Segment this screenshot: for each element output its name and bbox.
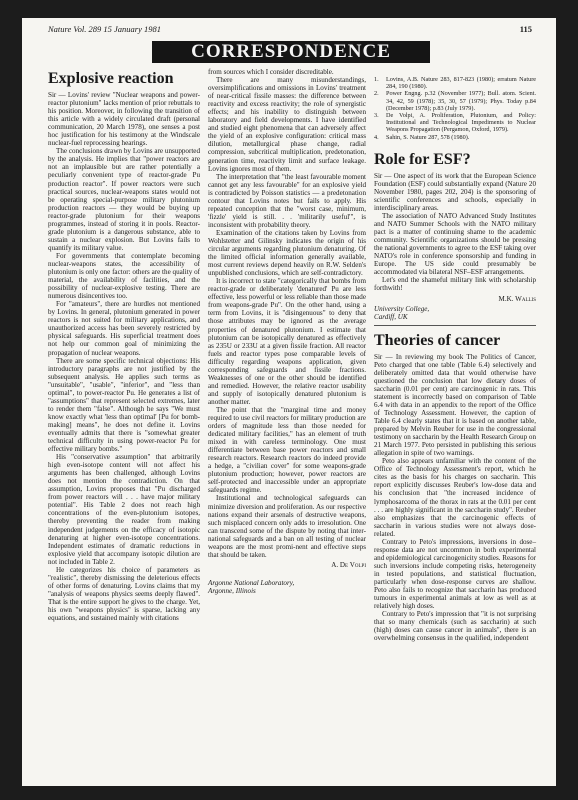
paragraph: Contrary to Peto's impressions, inversions in dose–response data are not uncommon in both experimental and epidemiological carcinogenicity studies. Reasons for such inversions include competing risks, heterogeneity in tested populations, and statistical fluctuation, particularly when dose-response curves are shallow. Peto also fails to recognize that saccharin has produced tumours in experimental animals at low as well as at relatively high doses. bbox=[374, 537, 536, 611]
column-1 bbox=[48, 70, 200, 622]
author-signature: A. De Volpi bbox=[331, 560, 366, 569]
paragraph: His "conservative assumption" that arbitrarily high even-isotope content will not affect his arguments has been challenged, although Lovins does not mention the contradiction. On that assumption, Lovins proposes that "Pu discharged from power reactors will . . . have major military potential". His Table 2 does not reach high concentrations of the even-plutonium isotopes, thereby preventing the reader from making independent judgements on the efficacy of isotopic denaturing at higher even-isotope concentrations. Independent estimates of dramatic reductions in explosive yield that accompany isotopic dilution are not included in Table 2. bbox=[48, 453, 200, 566]
column-3 bbox=[374, 76, 536, 642]
reference-item: 2. Power Engng. p.32 (November 1977); Bull. atom. Scient. 34, 42, 59 (1978); 35, 30, 57 (1979); Phys. Today p.84 (December 1978); p.83 (July 1979). bbox=[374, 90, 536, 112]
paragraph: He categorizes his choice of parameters as "realistic", thereby dismissing the deleterious effects of other forms of denaturing. Lovins claims that my "analysis of weapons physics seems deeply flawed". That is the entire support he gives to the charge. Yet, his own "weapons physics" is sparse, lacking any equations, and sustained mainly with citations bbox=[48, 565, 200, 623]
author-affiliation: University College, Cardiff, UK bbox=[374, 304, 430, 321]
author-signature: M.K. Wallis bbox=[498, 294, 536, 303]
paragraph: For "amateurs", there are hurdles not mentioned by Lovins. In general, plutonium generated in power reactors is not suited for military applications, and unauthorized access has been severely restricted by physical safeguards. His superficial treatment does not help our common goal of minimizing the propagation of nuclear weapons. bbox=[48, 300, 200, 357]
paragraph: Sir — Lovins' review "Nuclear weapons and power-reactor plutonium" lacks mention of prior rebuttals to his position. Moreover, in following the transition of this article with a widely circulated draft (personal communication, 20 March 1978), one senses a post hoc justification for his testimony at the Windscale nuclear-fuel reprocessing hearings. bbox=[48, 91, 200, 148]
section-banner: CORRESPONDENCE bbox=[152, 41, 430, 63]
reference-list bbox=[374, 76, 536, 141]
paragraph: Contrary to Peto's impression that "it is not surprising that so many chemicals (such as saccharin) at such (high) doses can cause cancer in animals", there is an overwhelming consensus in the qualified, independent bbox=[374, 610, 536, 643]
reference-item: 4. Sahin, S. Nature 287, 578 (1980). bbox=[374, 133, 470, 141]
paragraph: The interpretation that "the least favourable moment cannot get any less favourable" for an explosive yield is contradicted by Poisson statistics — a predetonation contour that Lovins notes but fails to apply. His repeated conception that the "worst case, minimum, 'fizzle' yield is still. . . 'militarily useful'", is inconsistent with probability theory. bbox=[208, 172, 366, 229]
paragraph: Sir — In reviewing my book The Politics of Cancer, Peto charged that one table (Table 6.4) selectively and deliberately omitted data that would otherwise have questioned the conclusion that low dietary doses of saccharin (0.01 per cent) are carcinogenic in rats. This statement is incorrectly based on comparison of Table 6.4 with data in an appendix to the report of the Office of Technology Assessment. However, the caption of Table 6.4 clearly states that it is based on another table, prepared by Melvin Reuber for use in the congressional testimony on saccharin by the Health Research Group on 21 March 1977. Peto persisted in publishing this serious allegation in spite of two warnings. bbox=[374, 352, 536, 458]
divider bbox=[374, 325, 536, 326]
article-title-theories-of-cancer: Theories of cancer bbox=[374, 331, 501, 349]
paragraph: Examination of the citations taken by Lovins from Wohlstetter and Gilinsky indicates the origin of his circular arguments regarding plutonium denaturing. Of the limited official information generally available, most current reviews depend heavily on R.W. Selden's unpublished conclusions, which are self-contradictory. bbox=[208, 228, 366, 278]
paragraph: Sir — One aspect of its work that the European Science Foundation (ESF) could substantially expand (Nature 20 November 1980, pages 202, 204) is the sponsoring of scientific conferences and schools, especially in interdisciplinary areas. bbox=[374, 171, 536, 213]
paragraph: For governments that contemplate becoming nuclear-weapons states, the accessibility of plutonium is only one factor: others are the quality of material, the availability of facilities, and the possibility of nuclear-explosive testing. There are numerous disincentives too. bbox=[48, 251, 200, 301]
reference-item: 3. De Volpi, A. Proliferation, Plutonium, and Policy: Institutional and Technological Impediments to Nuclear Weapons Propagation (Pergamon, Oxford, 1979). bbox=[374, 112, 536, 134]
running-header bbox=[48, 24, 532, 38]
reference-item: 1. Lovins, A.B. Nature 283, 817-823 (1980); erratum Nature 284, 190 (1980). bbox=[374, 76, 536, 91]
column-2 bbox=[208, 68, 366, 595]
paragraph: The conclusions drawn by Lovins are unsupported by the analysis. He implies that "power reactors are not an implausible but are rather potentially a peculiarly convenient type of reactor-grade Pu production reactor". If power reactors were such practical sources, nuclear-weapons states would not be operating special-purpose military plutonium production reactors — they would be buying up reactor-grade plutonium for their weapons programmes, instead of storing it in pools. Reactor-grade plutonium is a dangerous substance, able to sustain a nuclear explosion. But Lovins fails to quantify its military value. bbox=[48, 147, 200, 252]
paragraph: Let's end the shameful military link with scholarship forthwith! bbox=[374, 276, 536, 293]
paragraph: The point that the "marginal time and money required to use civil reactors for military production are orders of magnitude less than those needed for dedicated military facilities," has an element of truth mixed in with careless terminology. One must differentiate between base power reactors and small research reactors. Research reactors do indeed provide a hedge, a "civilian cover" for some weapons-grade plutonium production; however, power reactors are self-protected and inaccessible under an appropriate safeguards regime. bbox=[208, 405, 366, 495]
paragraph: There are some specific technical objections: His introductory paragraphs are not justified by the subsequent analysis. He applies such terms as "unsuitable", "usable", "inferior", and "less than optimal", to power-reactor Pu. He generates a list of "assumptions" that represent selected extremes, later to render them "false". Although he says "We must know exactly what 'less than optimal' [Pu for bomb-making] means", he does not define it. Lovins eventually admits that there is "somewhat greater technical difficulty in using power-reactor Pu for effective military bombs." bbox=[48, 356, 200, 454]
article-title-explosive-reaction: Explosive reaction bbox=[48, 70, 174, 87]
paragraph: There are many misunderstandings, oversimplifications and omissions in Lovins' treatment of near-critical fissile masses: the difference between reactivity and excess reactivity; the role of synergistic effects; and his inability to distinguish between laboratory and field developments. I have identified and studied eight phenomena that can adversely affect the yield of an explosive configuration: critical mass dilution, metallurgical phase change, radial compression, subcritical multiplication, predetonation, generation time, reactivity limit and surface leakage. Lovins ignores most of them. bbox=[208, 76, 366, 173]
page-number: 115 bbox=[519, 24, 532, 34]
paragraph: Institutional and technological safeguards can minimize diversion and proliferation. As our respective nations expand their arsenals of destructive weapons, such misplaced concern only adds to irresolution. One can transcend some of the dispute by noting that inter-national safeguards and a ban on all testing of nuclear weapons are the most promi-nent and effective steps that should be taken. bbox=[208, 494, 366, 559]
paragraph: from sources which I consider discreditable. bbox=[208, 68, 334, 76]
paragraph: Peto also appears unfamiliar with the content of the Office of Technology Assessment's report, which he cites as the basis for his charges on saccharin. This report explicitly discusses Reuber's low-dose data and his conclusion that "the increased incidence of lymphosarcoma of the thorax in rats at the 0.01 per cent . . . are highly significant in the saccharin study". Reuber also emphasizes that the carcinogenic effects of saccharin in various studies were not always dose-related. bbox=[374, 457, 536, 538]
article-title-role-for-esf: Role for ESF? bbox=[374, 150, 471, 168]
page-sheet bbox=[22, 18, 556, 786]
paragraph: The association of NATO Advanced Study Institutes and NATO Summer Schools with the NATO military pact is a matter of continuing shame to the academic community. Scientific organizations should be pressing the national governments to agree to the ESF taking over NATO's role in conference sponsorship and funding in Europe. The US side could presumably be accommodated via bilateral NSF–ESF arrangements. bbox=[374, 212, 536, 277]
author-affiliation: Argonne National Laboratory, Argonne, Illinois bbox=[208, 578, 295, 595]
paragraph: It is incorrect to state "categorically that bombs from reactor-grade or deliberately 'denatured' Pu are less effective, less powerful or less reliable than those made from weapons-grade Pu". On the other hand, using a term from Lovins, it is "disingenuous" to deny that those attributes may be ignored as the average properties of denatured plutonium. I estimate that plutonium can be isotopically denatured as effectively as 235U or 233U at a given fissile fraction. All reactor fuels and reactor types pose comparable levels of difficulty regarding weapons application, given corresponding safeguards and fissile fractions. Weaknesses of one or the other should be identified and remedied. However, the relative reactor usability and supply of isotopically denatured plutonium is another matter. bbox=[208, 277, 366, 406]
journal-citation: Nature Vol. 289 15 January 1981 bbox=[48, 24, 162, 34]
